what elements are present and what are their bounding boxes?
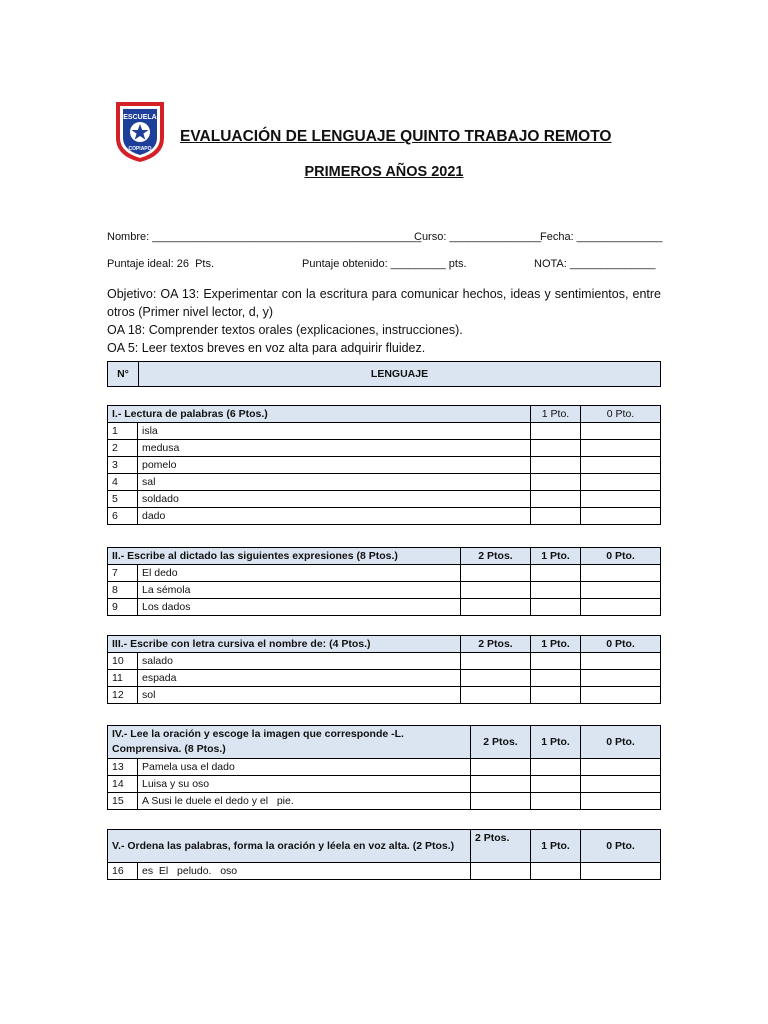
table-row (108, 457, 661, 474)
table-row (108, 793, 661, 810)
row-number: 4 (108, 474, 138, 491)
row-number: 11 (108, 670, 138, 687)
score-cell (581, 457, 661, 474)
objectives (107, 285, 661, 357)
row-item: A Susi le duele el dedo y el pie. (138, 793, 471, 810)
score-cell (461, 670, 531, 687)
score-cell (531, 687, 581, 704)
section-3-table (107, 635, 661, 704)
page-title: EVALUACIÓN DE LENGUAJE QUINTO TRABAJO REMOTO (180, 128, 612, 145)
col-header: 0 Pto. (581, 830, 661, 863)
section-title: I.- Lectura de palabras (6 Ptos.) (108, 406, 531, 423)
table-row (108, 759, 661, 776)
score-cell (581, 565, 661, 582)
row-number: 14 (108, 776, 138, 793)
row-item: dado (138, 508, 531, 525)
objective-1: Objetivo: OA 13: Experimentar con la escritura para comunicar hechos, ideas y sentimientos, entre otros (Primer nivel lector, d, y) (107, 287, 661, 319)
row-item: salado (138, 653, 461, 670)
col-header: 2 Ptos. (471, 830, 531, 863)
col-header: 1 Pto. (531, 548, 581, 565)
row-number: 1 (108, 423, 138, 440)
table-row (108, 440, 661, 457)
row-item: El dedo (138, 565, 461, 582)
col-header: 1 Pto. (531, 830, 581, 863)
score-cell (471, 863, 531, 880)
score-cell (461, 653, 531, 670)
row-number: 16 (108, 863, 138, 880)
score-cell (471, 793, 531, 810)
row-number: 3 (108, 457, 138, 474)
row-number: 13 (108, 759, 138, 776)
objective-2: OA 18: Comprender textos orales (explicaciones, instrucciones). (107, 323, 463, 337)
section-4-table (107, 725, 661, 810)
objective-3: OA 5: Leer textos breves en voz alta para adquirir fluidez. (107, 341, 426, 355)
score-cell (581, 863, 661, 880)
row-number: 7 (108, 565, 138, 582)
curso-field: Curso: _______________ (414, 231, 542, 243)
score-cell (531, 599, 581, 616)
score-cell (581, 440, 661, 457)
score-cell (531, 440, 581, 457)
score-cell (461, 582, 531, 599)
score-cell (471, 759, 531, 776)
score-cell (531, 759, 581, 776)
row-number: 8 (108, 582, 138, 599)
score-cell (581, 653, 661, 670)
row-item: sal (138, 474, 531, 491)
table-row (108, 423, 661, 440)
score-cell (581, 474, 661, 491)
row-item: Los dados (138, 599, 461, 616)
main-header-table (107, 361, 661, 387)
score-cell (531, 653, 581, 670)
row-number: 2 (108, 440, 138, 457)
score-cell (461, 599, 531, 616)
puntaje-obtenido: Puntaje obtenido: _________ pts. (302, 258, 467, 270)
puntaje-ideal: Puntaje ideal: 26 Pts. (107, 258, 215, 270)
score-cell (581, 776, 661, 793)
score-cell (581, 670, 661, 687)
score-cell (531, 582, 581, 599)
score-cell (581, 582, 661, 599)
score-cell (531, 793, 581, 810)
score-cell (581, 508, 661, 525)
row-item: Luisa y su oso (138, 776, 471, 793)
score-cell (531, 776, 581, 793)
row-number: 10 (108, 653, 138, 670)
school-logo (112, 98, 168, 164)
score-cell (461, 687, 531, 704)
table-row (108, 863, 661, 880)
table-row (108, 687, 661, 704)
score-cell (581, 687, 661, 704)
score-cell (531, 863, 581, 880)
col-header: 1 Pto. (531, 726, 581, 759)
nota-field: NOTA: ______________ (534, 258, 656, 270)
table-row (108, 565, 661, 582)
row-item: pomelo (138, 457, 531, 474)
row-item: es El peludo. oso (138, 863, 471, 880)
score-cell (581, 793, 661, 810)
row-item: medusa (138, 440, 531, 457)
nombre-field: Nombre: ____________________________________________ (107, 231, 422, 243)
logo-top-text: ESCUELA (123, 114, 157, 121)
score-cell (531, 670, 581, 687)
section-title: IV.- Lee la oración y escoge la imagen que corresponde -L. Comprensiva. (8 Ptos.) (108, 726, 471, 759)
table-row (108, 491, 661, 508)
table-row (108, 508, 661, 525)
header-subject: LENGUAJE (139, 362, 661, 387)
header-num: N° (108, 362, 139, 387)
col-header: 2 Ptos. (461, 636, 531, 653)
section-2-table (107, 547, 661, 616)
row-item: sol (138, 687, 461, 704)
section-title: III.- Escribe con letra cursiva el nombre de: (4 Ptos.) (108, 636, 461, 653)
score-cell (461, 565, 531, 582)
col-header: 0 Pto. (581, 636, 661, 653)
col-header: 1 Pto. (531, 636, 581, 653)
row-number: 12 (108, 687, 138, 704)
row-item: espada (138, 670, 461, 687)
row-number: 9 (108, 599, 138, 616)
col-header: 0 Pto. (581, 406, 661, 423)
score-cell (581, 599, 661, 616)
score-cell (581, 423, 661, 440)
table-row (108, 776, 661, 793)
score-cell (581, 491, 661, 508)
section-1-table (107, 405, 661, 525)
row-number: 6 (108, 508, 138, 525)
fecha-field: Fecha: ______________ (540, 231, 663, 243)
row-item: La sémola (138, 582, 461, 599)
section-title: V.- Ordena las palabras, forma la oración y léela en voz alta. (2 Ptos.) (108, 830, 471, 863)
section-title: II.- Escribe al dictado las siguientes expresiones (8 Ptos.) (108, 548, 461, 565)
score-cell (531, 474, 581, 491)
col-header: 0 Pto. (581, 548, 661, 565)
score-cell (531, 565, 581, 582)
table-row (108, 582, 661, 599)
row-item: Pamela usa el dado (138, 759, 471, 776)
row-number: 15 (108, 793, 138, 810)
logo-bottom-text: COPIAPO (128, 146, 152, 152)
score-cell (531, 491, 581, 508)
col-header: 1 Pto. (531, 406, 581, 423)
row-number: 5 (108, 491, 138, 508)
score-cell (531, 423, 581, 440)
score-cell (471, 776, 531, 793)
table-row (108, 599, 661, 616)
page-subtitle: PRIMEROS AÑOS 2021 (304, 164, 464, 180)
score-cell (581, 759, 661, 776)
col-header: 0 Pto. (581, 726, 661, 759)
col-header: 2 Ptos. (461, 548, 531, 565)
section-5-table (107, 829, 661, 880)
table-row (108, 653, 661, 670)
row-item: soldado (138, 491, 531, 508)
score-cell (531, 457, 581, 474)
table-row (108, 670, 661, 687)
table-row (108, 474, 661, 491)
score-cell (531, 508, 581, 525)
col-header: 2 Ptos. (471, 726, 531, 759)
row-item: isla (138, 423, 531, 440)
